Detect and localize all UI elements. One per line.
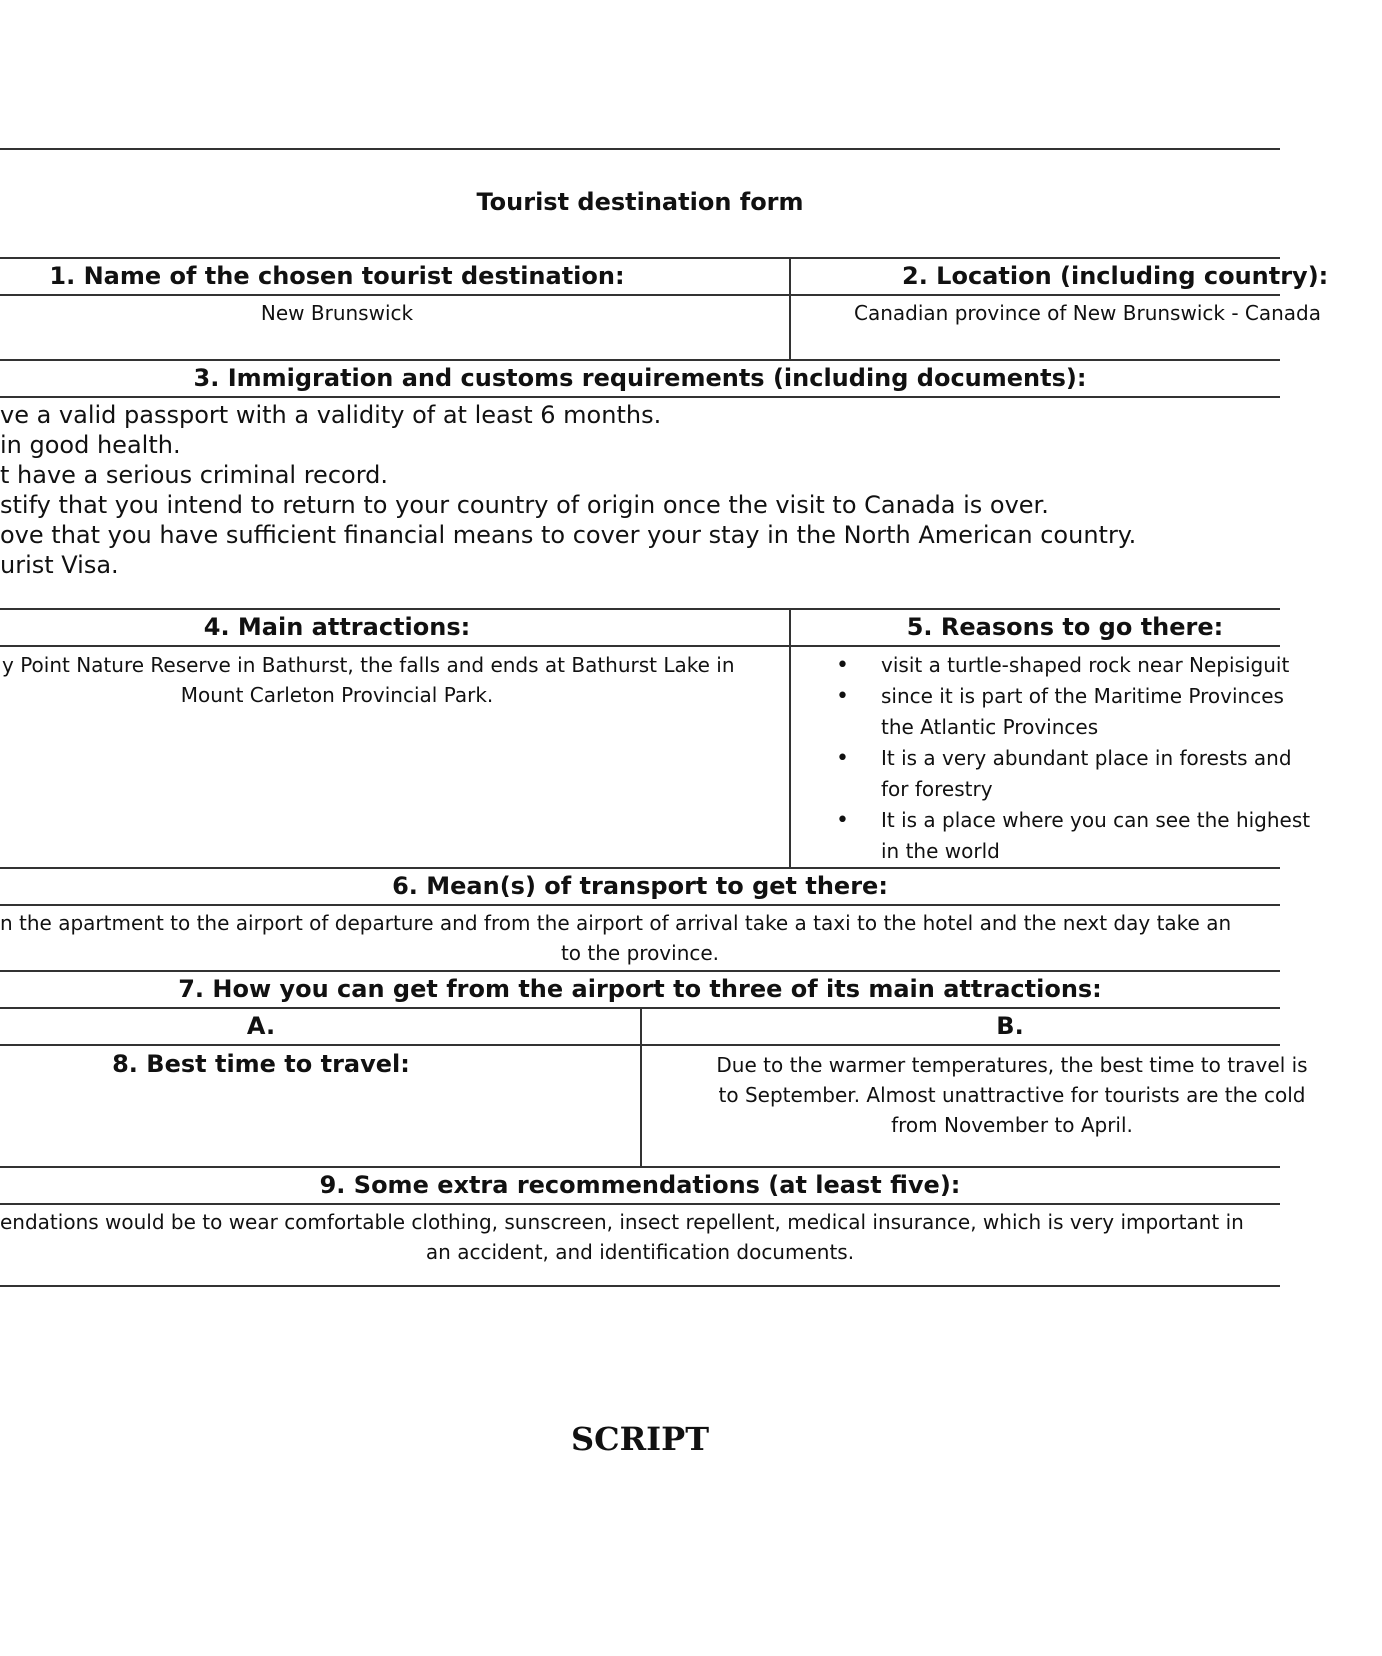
- reason-item: • since it is part of the Maritime Provinces the Atlantic Provinces: [791, 681, 1280, 743]
- q4-answer-line: Mount Carleton Provincial Park.: [180, 683, 494, 707]
- q5-answer: [791, 650, 1311, 866]
- rule-q6-header-bottom: [0, 904, 1280, 906]
- divider-q1-q2: [789, 257, 791, 361]
- q7-label: 7. How you can get from the airport to three of its main attractions:: [178, 975, 1102, 1003]
- rule-q1-answer-bottom: [0, 359, 1280, 361]
- rule-q1-header-bottom: [0, 294, 1280, 296]
- q5-label: 5. Reasons to go there:: [906, 613, 1224, 641]
- q1-label: 1. Name of the chosen tourist destination:: [49, 262, 625, 290]
- rule-bottom: [0, 1285, 1280, 1287]
- rule-q4-answer-bottom: [0, 867, 1280, 869]
- q8-label: 8. Best time to travel:: [112, 1050, 410, 1078]
- requirement-line: in good health.: [0, 431, 181, 459]
- form-title: Tourist destination form: [476, 188, 804, 216]
- q9-label: 9. Some extra recommendations (at least five):: [319, 1171, 961, 1199]
- q9-answer-line: an accident, and identification documents.: [425, 1240, 855, 1264]
- rule-q9-header-bottom: [0, 1203, 1280, 1205]
- script-heading: SCRIPT: [570, 1420, 709, 1458]
- q6-answer-line: to the province.: [560, 941, 720, 965]
- q3-answer: [0, 400, 1280, 600]
- reason-item: • It is a very abundant place in forests and for forestry: [791, 743, 1280, 805]
- requirement-line: ove that you have sufficient financial means to cover your stay in the North American country.: [0, 521, 1137, 549]
- q3-label: 3. Immigration and customs requirements (including documents):: [193, 364, 1087, 392]
- rule-q3-header-bottom: [0, 396, 1280, 398]
- q8-answer-line: Due to the warmer temperatures, the best time to travel is: [716, 1053, 1308, 1077]
- requirement-line: t have a serious criminal record.: [0, 461, 389, 489]
- q2-answer: Canadian province of New Brunswick - Canada: [854, 301, 1321, 325]
- q7-column-b: B.: [996, 1012, 1024, 1040]
- requirement-line: urist Visa.: [0, 551, 119, 579]
- requirement-line: ve a valid passport with a validity of at least 6 months.: [0, 401, 662, 429]
- rule-title-bottom: [0, 257, 1280, 259]
- rule-q6-answer-bottom: [0, 970, 1280, 972]
- rule-top: [0, 148, 1280, 150]
- q2-label: 2. Location (including country):: [902, 262, 1329, 290]
- reason-item: • It is a place where you can see the highest in the world: [791, 805, 1280, 867]
- rule-q3-answer-bottom: [0, 608, 1280, 610]
- q7-column-a: A.: [246, 1012, 276, 1040]
- q4-answer-line: y Point Nature Reserve in Bathurst, the falls and ends at Bathurst Lake in: [2, 653, 735, 677]
- reasons-list: [791, 650, 1311, 867]
- q1-answer: New Brunswick: [260, 301, 414, 325]
- q8-answer: [642, 1050, 1382, 1160]
- q4-label: 4. Main attractions:: [203, 613, 471, 641]
- q9-answer-line: endations would be to wear comfortable clothing, sunscreen, insect repellent, medical insurance, which is very important in: [0, 1210, 1244, 1234]
- rule-q4-header-bottom: [0, 645, 1280, 647]
- reason-item: • visit a turtle-shaped rock near Nepisiguit: [791, 650, 1280, 681]
- q8-answer-line: from November to April.: [891, 1113, 1133, 1137]
- q9-answer: [0, 1207, 1280, 1277]
- q6-label: 6. Mean(s) of transport to get there:: [392, 872, 888, 900]
- q8-answer-line: to September. Almost unattractive for tourists are the cold: [718, 1083, 1306, 1107]
- q6-answer: [0, 908, 1280, 970]
- q6-answer-line: n the apartment to the airport of departure and from the airport of arrival take a taxi to the hotel and the next day take an: [0, 911, 1232, 935]
- requirement-line: stify that you intend to return to your country of origin once the visit to Canada is over.: [0, 491, 1049, 519]
- q4-answer: [0, 650, 789, 720]
